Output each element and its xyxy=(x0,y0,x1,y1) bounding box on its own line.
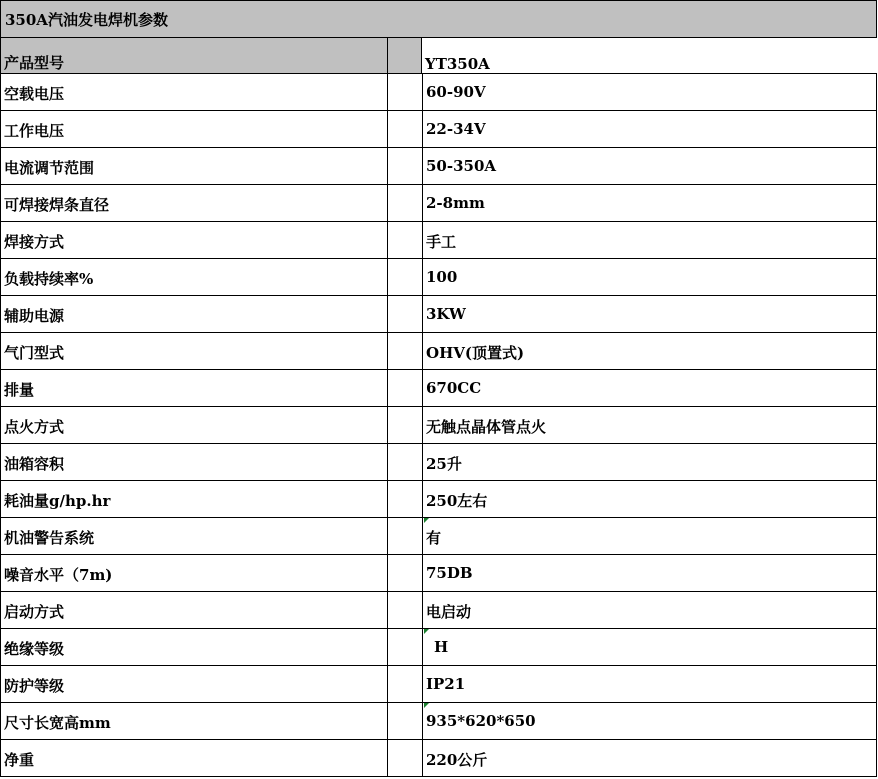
value-cell[interactable] xyxy=(422,481,877,517)
comment-marker-icon[interactable] xyxy=(424,629,429,634)
row-value: 手工 xyxy=(426,233,457,251)
row-value: 2-8mm xyxy=(426,194,485,212)
header-label-cell[interactable] xyxy=(1,38,388,73)
table-row xyxy=(0,296,877,333)
table-row xyxy=(0,74,877,111)
row-value: 935*620*650 xyxy=(426,712,536,730)
label-cell[interactable] xyxy=(1,629,388,665)
label-cell[interactable] xyxy=(1,481,388,517)
label-cell[interactable] xyxy=(1,555,388,591)
label-cell[interactable] xyxy=(1,74,388,110)
value-cell[interactable] xyxy=(422,592,877,628)
label-cell[interactable] xyxy=(1,407,388,443)
value-cell[interactable] xyxy=(422,518,877,554)
row-label: 排量 xyxy=(4,381,35,399)
row-label: 净重 xyxy=(4,751,35,769)
label-cell[interactable] xyxy=(1,333,388,369)
comment-marker-icon[interactable] xyxy=(424,518,429,523)
row-label: 噪音水平（7m) xyxy=(4,566,113,584)
row-label: 工作电压 xyxy=(4,122,65,140)
table-row xyxy=(0,333,877,370)
value-cell[interactable] xyxy=(422,222,877,258)
table-row xyxy=(0,703,877,740)
label-cell[interactable] xyxy=(1,518,388,554)
row-label: 空载电压 xyxy=(4,85,65,103)
label-cell[interactable] xyxy=(1,444,388,480)
value-cell[interactable] xyxy=(422,111,877,147)
table-row xyxy=(0,407,877,444)
row-label: 电流调节范围 xyxy=(4,159,95,177)
row-label: 绝缘等级 xyxy=(4,640,65,658)
row-label: 防护等级 xyxy=(4,677,65,695)
label-cell[interactable] xyxy=(1,666,388,702)
spec-table xyxy=(0,74,877,777)
value-cell[interactable] xyxy=(422,296,877,332)
table-row xyxy=(0,629,877,666)
row-label: 焊接方式 xyxy=(4,233,65,251)
row-label: 油箱容积 xyxy=(4,455,65,473)
row-value: 22-34V xyxy=(426,120,486,138)
row-value: 3KW xyxy=(426,305,466,323)
row-value: IP21 xyxy=(426,675,466,693)
label-cell[interactable] xyxy=(1,296,388,332)
label-cell[interactable] xyxy=(1,222,388,258)
row-value: 670CC xyxy=(426,379,482,397)
label-cell[interactable] xyxy=(1,148,388,184)
row-label: 可焊接焊条直径 xyxy=(4,196,110,214)
row-value: H xyxy=(434,638,449,656)
row-value: 电启动 xyxy=(426,603,472,621)
row-label: 辅助电源 xyxy=(4,307,65,325)
table-row xyxy=(0,111,877,148)
table-row xyxy=(0,518,877,555)
value-cell[interactable] xyxy=(422,370,877,406)
header-row xyxy=(0,37,877,74)
row-label: 启动方式 xyxy=(4,603,65,621)
row-value: OHV(顶置式) xyxy=(426,344,525,362)
label-cell[interactable] xyxy=(1,185,388,221)
table-row xyxy=(0,592,877,629)
table-row xyxy=(0,666,877,703)
value-cell[interactable] xyxy=(422,148,877,184)
value-cell[interactable] xyxy=(422,444,877,480)
row-label: 负载持续率% xyxy=(4,270,94,288)
header-blank-cell[interactable] xyxy=(388,38,422,73)
row-label: 尺寸长宽高mm xyxy=(4,714,111,732)
row-value: 250左右 xyxy=(426,492,488,510)
value-cell[interactable] xyxy=(422,703,877,739)
value-cell[interactable] xyxy=(422,555,877,591)
table-row xyxy=(0,370,877,407)
row-value: 75DB xyxy=(426,564,473,582)
table-row xyxy=(0,481,877,518)
label-cell[interactable] xyxy=(1,111,388,147)
value-cell[interactable] xyxy=(422,629,877,665)
header-value: YT350A xyxy=(425,55,490,73)
row-value: 25升 xyxy=(426,455,462,473)
value-cell[interactable] xyxy=(422,740,877,776)
comment-marker-icon[interactable] xyxy=(424,703,429,708)
label-cell[interactable] xyxy=(1,703,388,739)
table-row xyxy=(0,222,877,259)
value-cell[interactable] xyxy=(422,185,877,221)
label-cell[interactable] xyxy=(1,370,388,406)
value-cell[interactable] xyxy=(422,666,877,702)
value-cell[interactable] xyxy=(422,74,877,110)
label-cell[interactable] xyxy=(1,740,388,776)
row-value: 无触点晶体管点火 xyxy=(426,418,547,436)
row-value: 50-350A xyxy=(426,157,497,175)
row-value: 有 xyxy=(426,529,442,547)
header-value-cell[interactable] xyxy=(422,38,877,73)
value-cell[interactable] xyxy=(422,407,877,443)
row-value: 60-90V xyxy=(426,83,486,101)
header-label: 产品型号 xyxy=(4,54,65,72)
table-row xyxy=(0,259,877,296)
table-row xyxy=(0,555,877,592)
row-label: 耗油量g/hp.hr xyxy=(4,492,111,510)
table-row xyxy=(0,148,877,185)
value-cell[interactable] xyxy=(422,333,877,369)
sheet-title: 350A汽油发电焊机参数 xyxy=(5,11,168,29)
row-label: 机油警告系统 xyxy=(4,529,95,547)
row-value: 220公斤 xyxy=(426,751,488,769)
value-cell[interactable] xyxy=(422,259,877,295)
row-value: 100 xyxy=(426,268,458,286)
label-cell[interactable] xyxy=(1,259,388,295)
table-row xyxy=(0,740,877,777)
row-label: 点火方式 xyxy=(4,418,65,436)
table-row xyxy=(0,185,877,222)
title-row[interactable] xyxy=(0,0,877,37)
table-row xyxy=(0,444,877,481)
row-label: 气门型式 xyxy=(4,344,65,362)
label-cell[interactable] xyxy=(1,592,388,628)
